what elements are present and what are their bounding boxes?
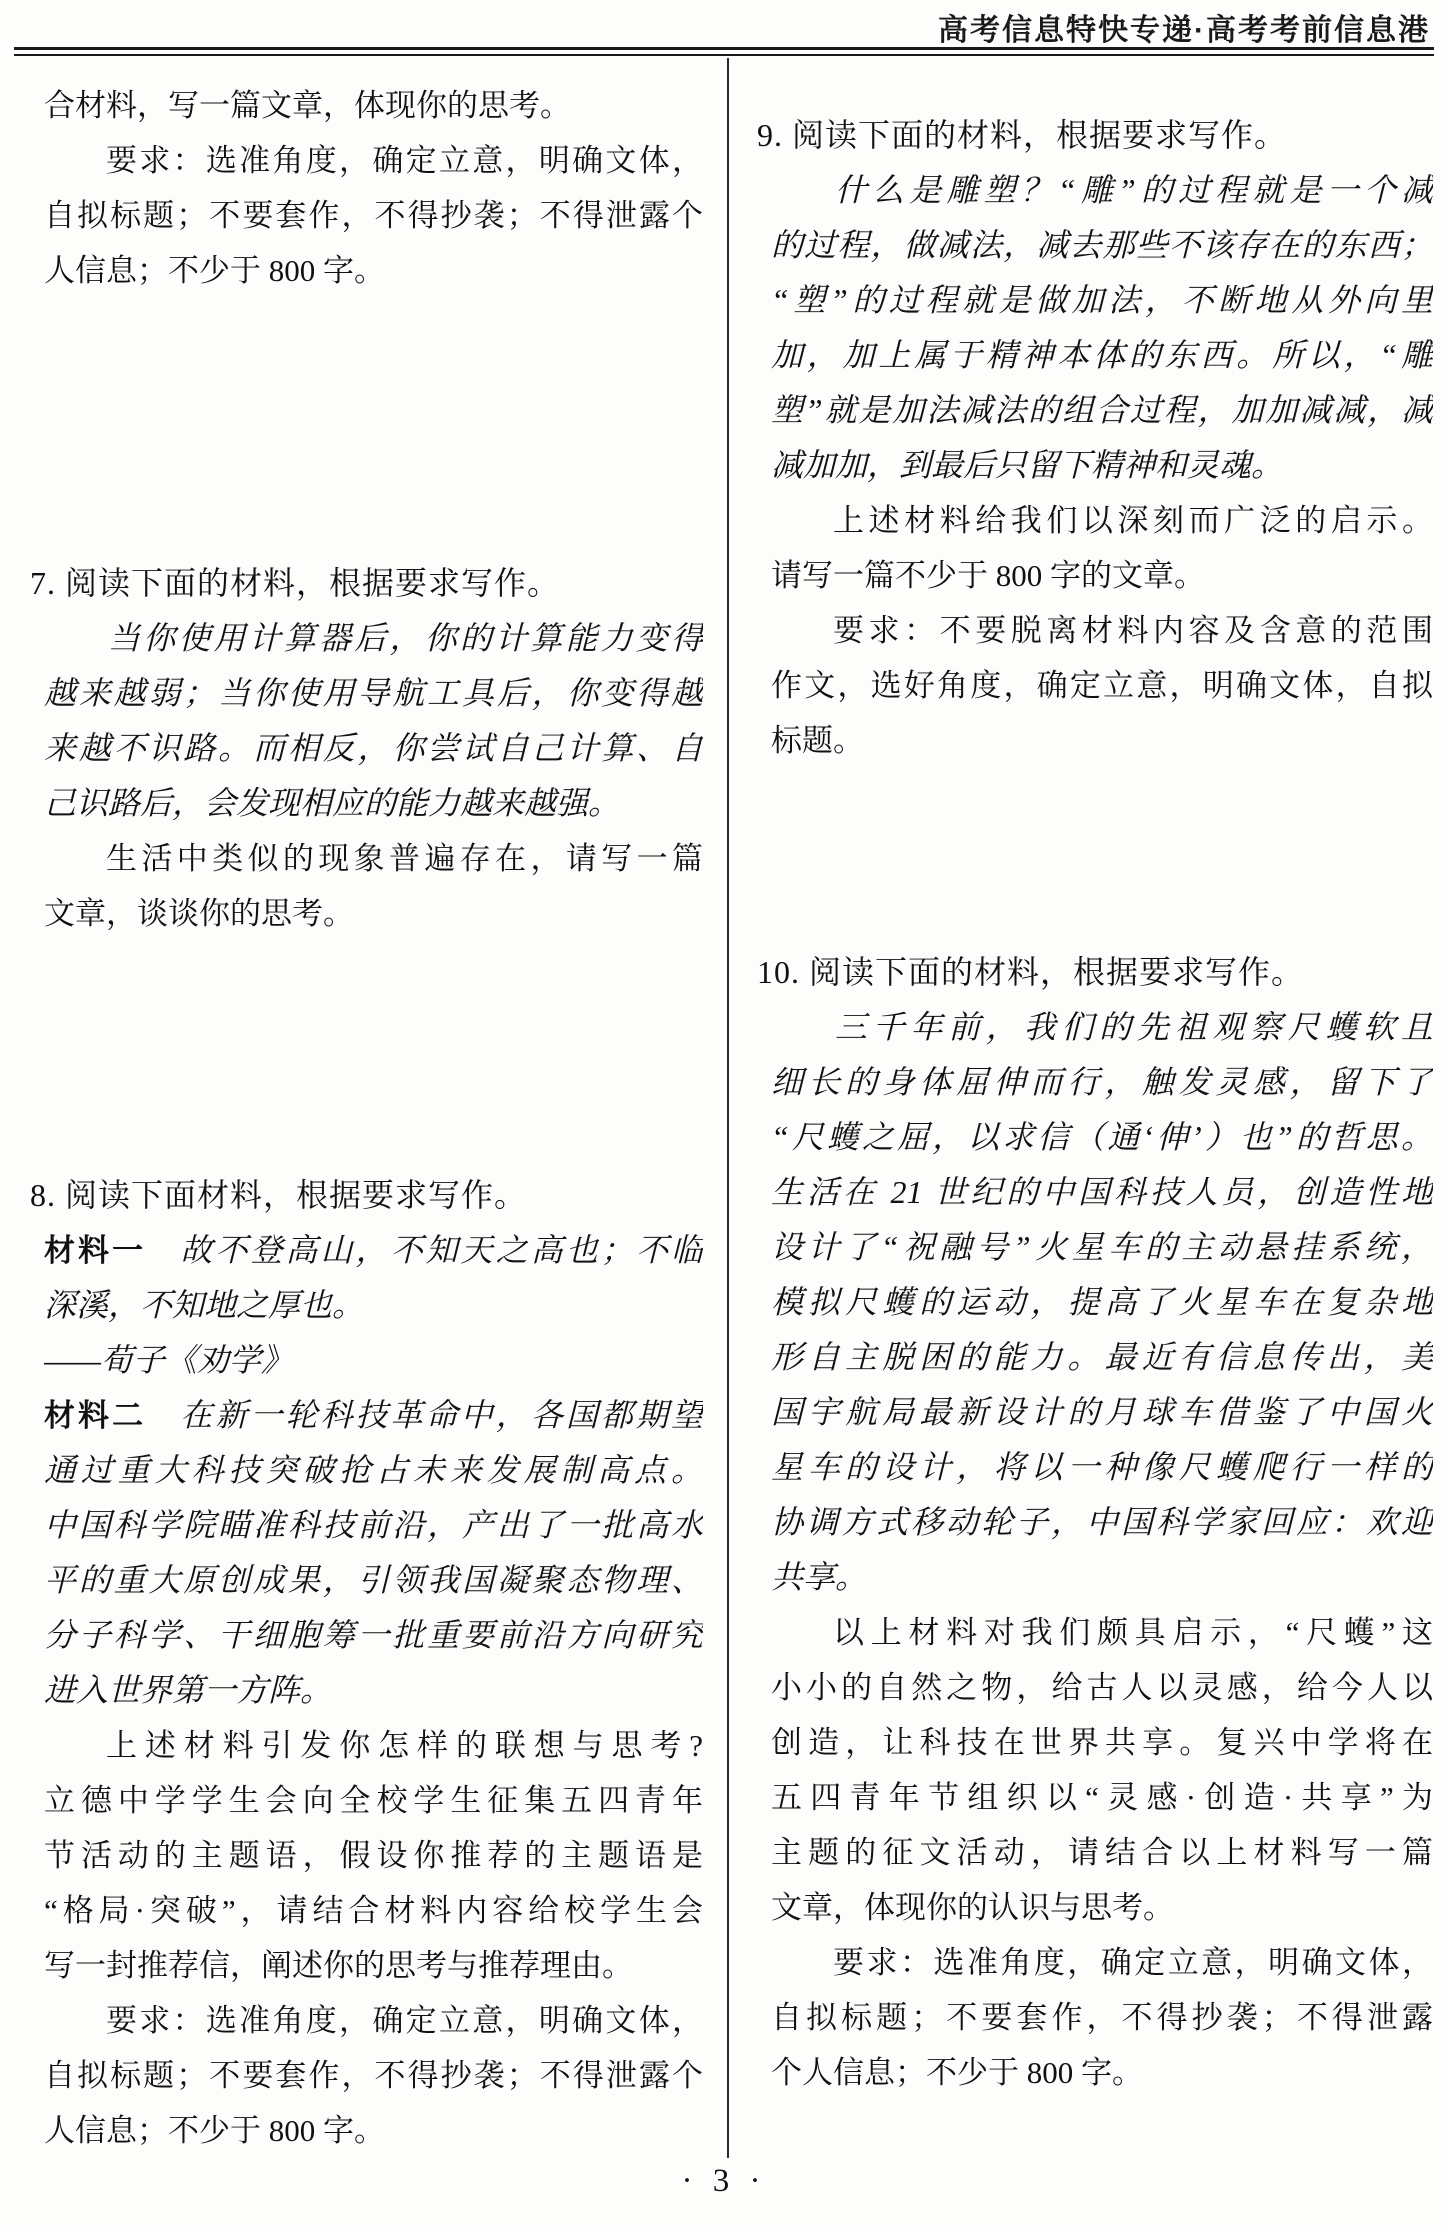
text-line: 写一封推荐信，阐述你的思考与推荐理由。 (44, 1948, 633, 1983)
text-line: 合材料，写一篇文章，体现你的思考。 (44, 88, 571, 123)
text-line: 要求：选准角度，确定立意，明确文体， (106, 143, 703, 178)
para-block (757, 603, 1433, 768)
text-line: 生活在 21 世纪的中国科技人员，创造性地 (771, 1174, 1433, 1210)
text-line: 设计了“祝融号”火星车的主动悬挂系统， (771, 1229, 1433, 1265)
text-line: 自拟标题；不要套作，不得抄袭；不得泄露个 (44, 2058, 703, 2093)
para-block (30, 133, 703, 298)
text-line: 以上材料对我们颇具启示，“尺蠖”这 (833, 1615, 1433, 1650)
source-attribution: ——荀子《劝学》 (44, 1342, 293, 1378)
page-number: · 3 · (681, 2163, 767, 2199)
text-line: 分子科学、干细胞筹一批重要前沿方向研究 (44, 1617, 703, 1653)
text-line: 中国科学院瞄准科技前沿，产出了一批高水 (44, 1507, 703, 1543)
text-line: 越来越弱；当你使用导航工具后，你变得越 (44, 675, 703, 711)
text-line: 人信息；不少于 800 字。 (44, 2113, 385, 2148)
question-heading (757, 945, 1433, 1000)
text-line: 平的重大原创成果，引领我国凝聚态物理、 (44, 1562, 703, 1598)
text-line: 星车的设计，将以一种像尺蠖爬行一样的 (771, 1449, 1433, 1485)
text-line: 什么是雕塑？“雕”的过程就是一个减 (835, 172, 1433, 208)
text-line: 作文，选好角度，确定立意，明确文体，自拟 (771, 668, 1433, 703)
text-line: 塑”就是加法减法的组合过程，加加减减，减 (771, 392, 1433, 428)
text-line: 标题。 (771, 723, 864, 758)
text-line: 自拟标题；不要套作，不得抄袭；不得泄露个 (44, 198, 703, 233)
text-line: 要求：不要脱离材料内容及含意的范围 (833, 613, 1433, 648)
text-line: 要求：选准角度，确定立意，明确文体， (106, 2003, 703, 2038)
text-line: 通过重大科技突破抢占未来发展制高点。 (44, 1452, 703, 1488)
text-line: 立德中学学生会向全校学生征集五四青年 (44, 1783, 703, 1818)
text-line: 形自主脱困的能力。最近有信息传出，美 (771, 1339, 1433, 1375)
text-line: 国宇航局最新设计的月球车借鉴了中国火 (771, 1394, 1433, 1430)
right-column (757, 58, 1433, 2100)
para-block (30, 78, 703, 133)
text-line: “塑”的过程就是做加法，不断地从外向里 (771, 282, 1433, 318)
kai-block (30, 611, 703, 831)
text-line: 己识路后，会发现相应的能力越来越强。 (44, 785, 621, 821)
question-heading (30, 556, 703, 611)
kai-block (757, 163, 1433, 493)
column-divider (727, 58, 729, 2158)
para-block (30, 1993, 703, 2158)
text-line: 减加加，到最后只留下精神和灵魂。 (771, 447, 1284, 483)
text-line: 上述材料引发你怎样的联想与思考? (106, 1728, 703, 1763)
text-line: 的过程，做减法，减去那些不该存在的东西； (771, 227, 1433, 263)
text-line: 自拟标题；不要套作，不得抄袭；不得泄露 (771, 2000, 1433, 2035)
text-line: 请写一篇不少于 800 字的文章。 (771, 558, 1205, 593)
text-line: 进入世界第一方阵。 (44, 1672, 333, 1708)
material-label: 材料二 (44, 1398, 147, 1433)
para-block (757, 493, 1433, 603)
text-line: 加，加上属于精神本体的东西。所以，“雕 (771, 337, 1433, 373)
material-block (30, 1223, 703, 1333)
header-double-rule (14, 47, 1434, 56)
text-line: 要求：选准角度，确定立意，明确文体， (833, 1945, 1433, 1980)
text-line: 三千年前，我们的先祖观察尺蠖软且 (835, 1009, 1433, 1045)
text-line: 材料一 故不登高山，不知天之高也；不临 (44, 1232, 703, 1268)
text-line: 主题的征文活动，请结合以上材料写一篇 (771, 1835, 1433, 1870)
heading-line: 9. 阅读下面的材料，根据要求写作。 (757, 117, 1288, 153)
text-line: 文章，体现你的认识与思考。 (771, 1890, 1174, 1925)
text-line: 当你使用计算器后，你的计算能力变得 (108, 620, 703, 656)
para-block (30, 1718, 703, 1993)
text-line: 协调方式移动轮子，中国科学家回应：欢迎 (771, 1504, 1433, 1540)
para-block (757, 1935, 1433, 2100)
text-line: 生活中类似的现象普遍存在，请写一篇 (106, 841, 703, 876)
material-label: 材料一 (44, 1233, 147, 1268)
question-heading (30, 1168, 703, 1223)
text-line: 共享。 (771, 1559, 868, 1595)
page-header-title: 高考信息特快专递·高考考前信息港 (938, 14, 1430, 47)
text-line: 来越不识路。而相反，你尝试自己计算、自 (44, 730, 703, 766)
text-line: 材料二 在新一轮科技革命中，各国都期望 (44, 1397, 703, 1433)
kai-block (757, 1000, 1433, 1605)
spacer (30, 941, 703, 1168)
text-line: 个人信息；不少于 800 字。 (771, 2055, 1143, 2090)
text-line: “格局·突破”，请结合材料内容给校学生会 (44, 1893, 703, 1928)
text-line: 文章，谈谈你的思考。 (44, 896, 354, 931)
heading-line: 10. 阅读下面的材料，根据要求写作。 (757, 954, 1305, 990)
text-line: “尺蠖之屈，以求信（通‘伸’）也”的哲思。 (771, 1119, 1433, 1155)
text-line: 创造，让科技在世界共享。复兴中学将在 (771, 1725, 1433, 1760)
source-block (30, 1333, 703, 1388)
left-column (30, 58, 703, 2158)
text-line: 细长的身体屈伸而行，触发灵感，留下了 (771, 1064, 1433, 1100)
text-line: 节活动的主题语，假设你推荐的主题语是 (44, 1838, 703, 1873)
spacer (30, 298, 703, 556)
para-block (30, 831, 703, 941)
heading-line: 7. 阅读下面的材料，根据要求写作。 (30, 565, 561, 601)
text-line: 上述材料给我们以深刻而广泛的启示。 (833, 503, 1433, 538)
question-heading (757, 108, 1433, 163)
material-block (30, 1388, 703, 1718)
heading-line: 8. 阅读下面材料，根据要求写作。 (30, 1177, 528, 1213)
spacer (757, 768, 1433, 945)
text-line: 模拟尺蠖的运动，提高了火星车在复杂地 (771, 1284, 1433, 1320)
text-line: 五四青年节组织以“灵感·创造·共享”为 (771, 1780, 1433, 1815)
text-line: 小小的自然之物，给古人以灵感，给今人以 (771, 1670, 1433, 1705)
para-block (757, 1605, 1433, 1935)
text-line: 深溪，不知地之厚也。 (44, 1287, 365, 1323)
spacer (757, 78, 1433, 108)
text-line: 人信息；不少于 800 字。 (44, 253, 385, 288)
